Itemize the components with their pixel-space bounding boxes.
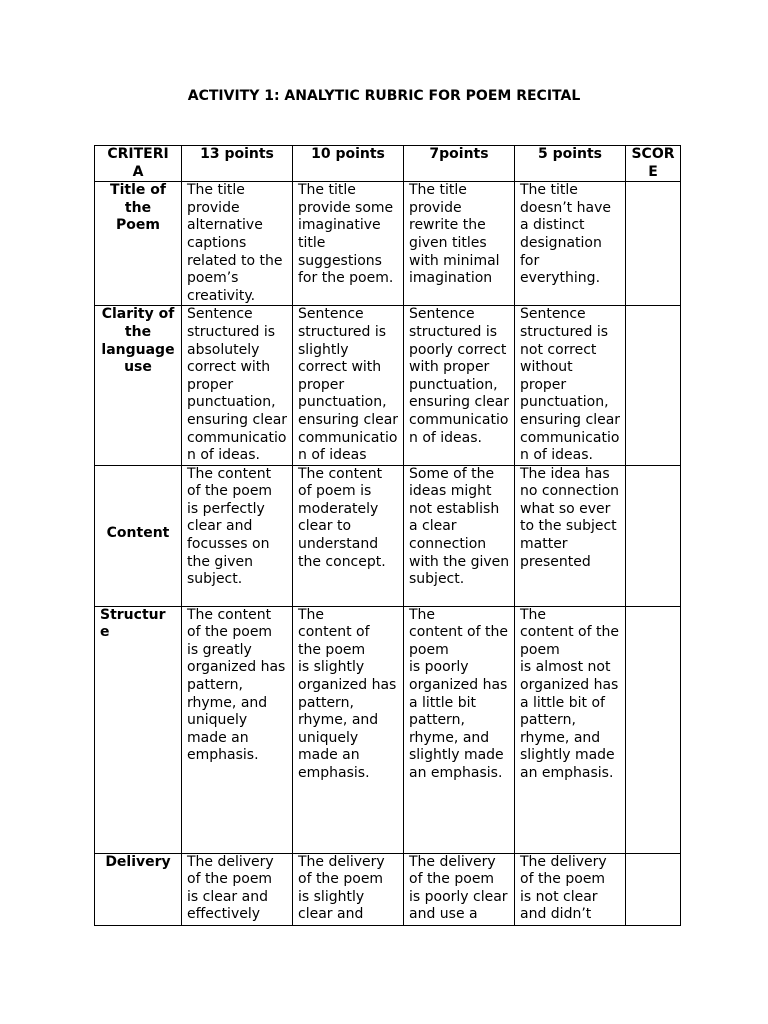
rubric-cell: The title doesn’t have a distinct designation for everything. bbox=[515, 182, 626, 306]
header-10-points: 10 points bbox=[293, 146, 404, 182]
header-13-points: 13 points bbox=[182, 146, 293, 182]
rubric-cell: The idea has no connection what so ever to the subject matter presented bbox=[515, 465, 626, 606]
rubric-cell: The content of poem is moderately clear to understand the concept. bbox=[293, 465, 404, 606]
rubric-cell: The delivery of the poem is slightly clear and bbox=[293, 853, 404, 925]
document-title: ACTIVITY 1: ANALYTIC RUBRIC FOR POEM RECITAL bbox=[187, 88, 581, 104]
rubric-cell: The content of the poem is greatly organized has pattern, rhyme, and uniquely made an emphasis. bbox=[182, 606, 293, 853]
rubric-cell: The title provide some imaginative title suggestions for the poem. bbox=[293, 182, 404, 306]
rubric-cell: The title provide rewrite the given titles with minimal imagination bbox=[404, 182, 515, 306]
rubric-cell: Sentence structured is absolutely correct with proper punctuation, ensuring clear communicatio n of ideas. bbox=[182, 306, 293, 465]
score-cell bbox=[626, 182, 681, 306]
table-row bbox=[95, 606, 681, 853]
score-cell bbox=[626, 853, 681, 925]
rubric-cell: The content of the poem is poorly organized has a little bit pattern, rhyme, and slightly made an emphasis. bbox=[404, 606, 515, 853]
rubric-cell: The content of the poem is almost not organized has a little bit of pattern, rhyme, and slightly made an emphasis. bbox=[515, 606, 626, 853]
rubric-cell: The title provide alternative captions related to the poem’s creativity. bbox=[182, 182, 293, 306]
criterion-title-of-the-poem: Title of the Poem bbox=[95, 182, 182, 306]
rubric-cell: Sentence structured is not correct without proper punctuation, ensuring clear communicatio n of ideas. bbox=[515, 306, 626, 465]
table-row bbox=[95, 465, 681, 606]
header-criteria: CRITERI A bbox=[95, 146, 182, 182]
criterion-structure: Structur e bbox=[95, 606, 182, 853]
rubric-cell: The delivery of the poem is poorly clear and use a bbox=[404, 853, 515, 925]
score-cell bbox=[626, 306, 681, 465]
rubric-cell: Sentence structured is poorly correct with proper punctuation, ensuring clear communicatio n of ideas. bbox=[404, 306, 515, 465]
rubric-cell: The delivery of the poem is not clear and didn’t bbox=[515, 853, 626, 925]
criterion-content bbox=[95, 465, 182, 606]
rubric-cell: The delivery of the poem is clear and effectively bbox=[182, 853, 293, 925]
table-row bbox=[95, 853, 681, 925]
rubric-cell: Some of the ideas might not establish a clear connection with the given subject. bbox=[404, 465, 515, 606]
header-row bbox=[95, 146, 681, 182]
rubric-cell: The content of the poem is slightly organized has pattern, rhyme, and uniquely made an emphasis. bbox=[293, 606, 404, 853]
rubric-cell: Sentence structured is slightly correct with proper punctuation, ensuring clear communicatio n of ideas bbox=[293, 306, 404, 465]
header-7-points: 7points bbox=[404, 146, 515, 182]
criterion-content-label: Content bbox=[106, 524, 170, 541]
header-5-points: 5 points bbox=[515, 146, 626, 182]
header-score: SCOR E bbox=[626, 146, 681, 182]
criterion-delivery: Delivery bbox=[95, 853, 182, 925]
rubric-table bbox=[94, 145, 681, 926]
table-row bbox=[95, 306, 681, 465]
criterion-clarity-of-language: Clarity of the language use bbox=[95, 306, 182, 465]
score-cell bbox=[626, 606, 681, 853]
score-cell bbox=[626, 465, 681, 606]
rubric-cell: The content of the poem is perfectly clear and focusses on the given subject. bbox=[182, 465, 293, 606]
table-row bbox=[95, 182, 681, 306]
